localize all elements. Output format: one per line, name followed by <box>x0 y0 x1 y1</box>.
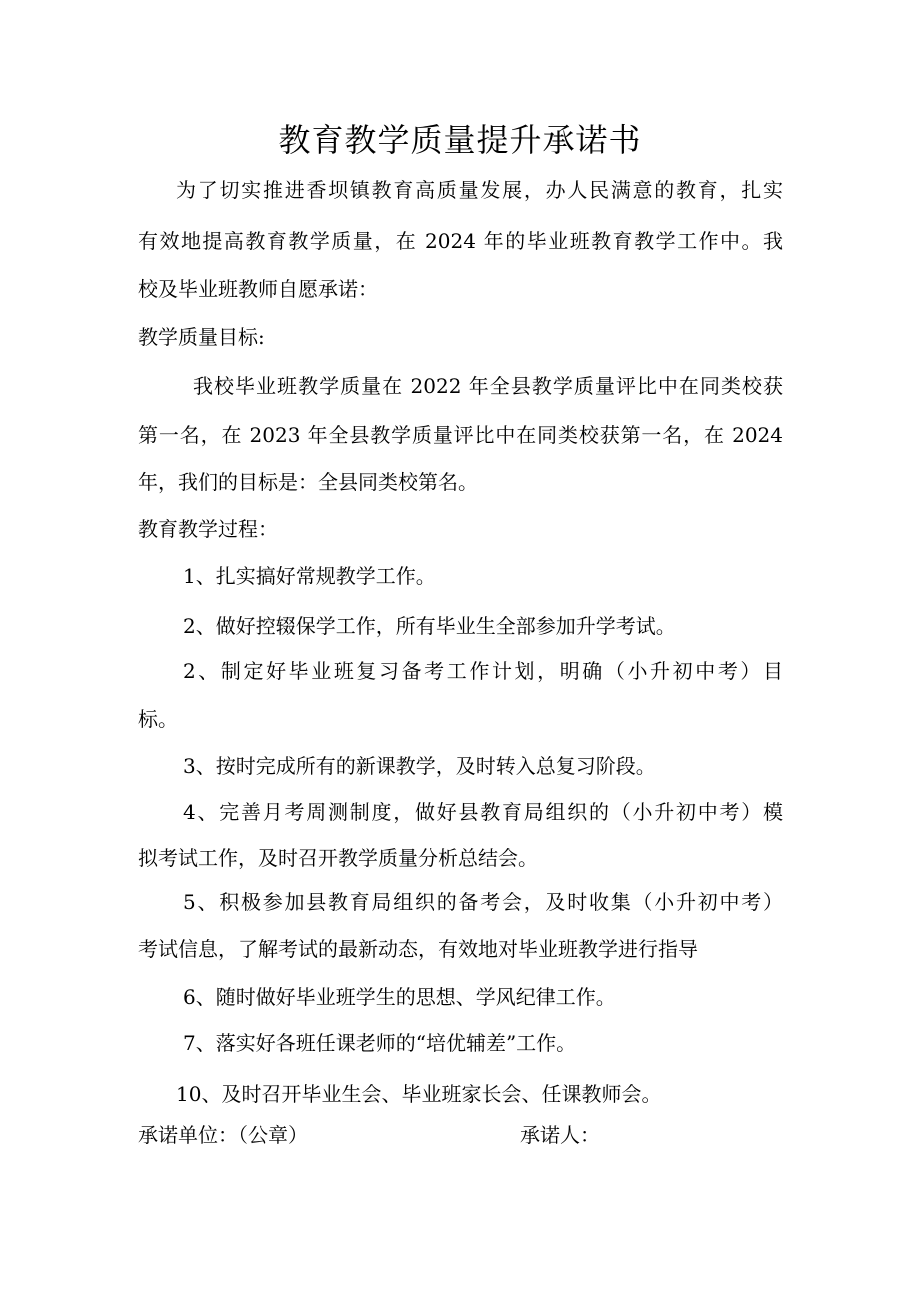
signature-unit: 承诺单位：（公章） <box>138 1123 308 1147</box>
process-item-4: 3、按时完成所有的新课教学，及时转入总复习阶段。 <box>183 754 656 778</box>
process-item-6-line-2: 考试信息，了解考试的最新动态，有效地对毕业班教学进行指导 <box>138 937 698 961</box>
process-item-9: 10、及时召开毕业生会、毕业班家长会、任课教师会。 <box>176 1082 662 1106</box>
process-item-2: 2、做好控辍保学工作，所有毕业生全部参加升学考试。 <box>183 614 676 638</box>
process-item-1: 1、扎实搞好常规教学工作。 <box>183 564 436 588</box>
process-item-3-line-1: 2、制定好毕业班复习备考工作计划，明确（小升初中考）目 <box>183 659 783 683</box>
process-item-6-line-1: 5、积极参加县教育局组织的备考会，及时收集（小升初中考） <box>183 890 783 914</box>
process-item-8: 7、落实好各班任课老师的“培优辅差”工作。 <box>183 1031 577 1055</box>
process-heading: 教育教学过程： <box>138 517 278 541</box>
signature-person: 承诺人： <box>520 1123 600 1147</box>
intro-line-2: 有效地提高教育教学质量，在 2024 年的毕业班教育教学工作中。我 <box>138 229 783 253</box>
process-item-7: 6、随时做好毕业班学生的思想、学风纪律工作。 <box>183 985 616 1009</box>
goal-line-1: 我校毕业班教学质量在 2022 年全县教学质量评比中在同类校获 <box>193 374 783 398</box>
goal-line-3: 年，我们的目标是：全县同类校第名。 <box>138 470 478 494</box>
intro-line-1: 为了切实推进香坝镇教育高质量发展，办人民满意的教育，扎实 <box>176 178 783 202</box>
goal-line-2: 第一名，在 2023 年全县教学质量评比中在同类校获第一名，在 2024 <box>138 423 783 447</box>
process-item-5-line-2: 拟考试工作，及时召开教学质量分析总结会。 <box>138 846 538 870</box>
intro-line-3: 校及毕业班教师自愿承诺： <box>138 277 378 301</box>
goal-heading: 教学质量目标: <box>138 325 265 349</box>
process-item-5-line-1: 4、完善月考周测制度，做好县教育局组织的（小升初中考）模 <box>183 800 783 824</box>
process-item-3-line-2: 标。 <box>138 707 178 731</box>
document-title: 教育教学质量提升承诺书 <box>278 121 642 159</box>
